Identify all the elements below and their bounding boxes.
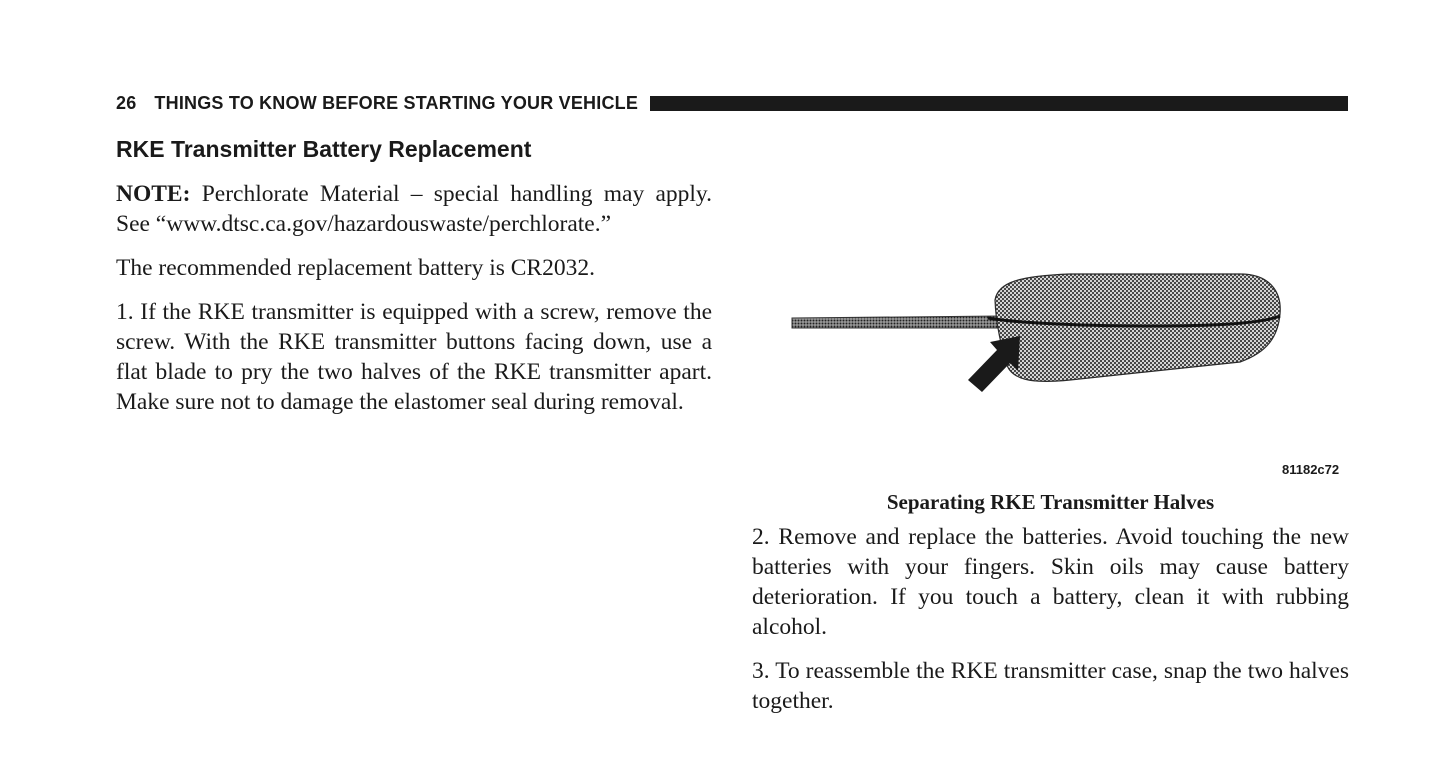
- rke-transmitter-illustration: [770, 262, 1350, 482]
- pry-arrow-icon: [968, 336, 1020, 392]
- left-column: [116, 179, 712, 431]
- note-text: Perchlorate Material – special handling may apply. See “www.dtsc.ca.gov/hazardouswaste/perchlorate.”: [116, 181, 712, 237]
- step-1-text: 1. If the RKE transmitter is equipped with a screw, remove the screw. With the RKE transmitter buttons facing down, use a flat blade to pry the two halves of the RKE transmitter apart. Make sure not to damage the elastomer seal during removal.: [116, 299, 712, 415]
- page-number: 26: [116, 92, 137, 113]
- page-header: [116, 90, 1348, 116]
- chapter-title: THINGS TO KNOW BEFORE STARTING YOUR VEHICLE: [154, 92, 639, 113]
- note-label: NOTE:: [116, 181, 191, 207]
- recommended-battery-text: The recommended replacement battery is CR2032.: [116, 255, 595, 281]
- step-3-text: 3. To reassemble the RKE transmitter case, snap the two halves together.: [752, 658, 1349, 714]
- key-blade: [792, 316, 1002, 328]
- section-title: RKE Transmitter Battery Replacement: [116, 136, 532, 162]
- figure-caption: Separating RKE Transmitter Halves: [886, 490, 1215, 514]
- note-paragraph: [116, 179, 712, 239]
- transmitter-body: [988, 274, 1280, 381]
- step-2-text: 2. Remove and replace the batteries. Avoid touching the new batteries with your fingers. Skin oils may cause battery deterioration. If you touch a battery, clean it with rubbing alcohol.: [752, 524, 1349, 640]
- header-rule: [650, 96, 1348, 111]
- figure-code: 81182c72: [1282, 462, 1340, 477]
- right-column: [752, 522, 1349, 730]
